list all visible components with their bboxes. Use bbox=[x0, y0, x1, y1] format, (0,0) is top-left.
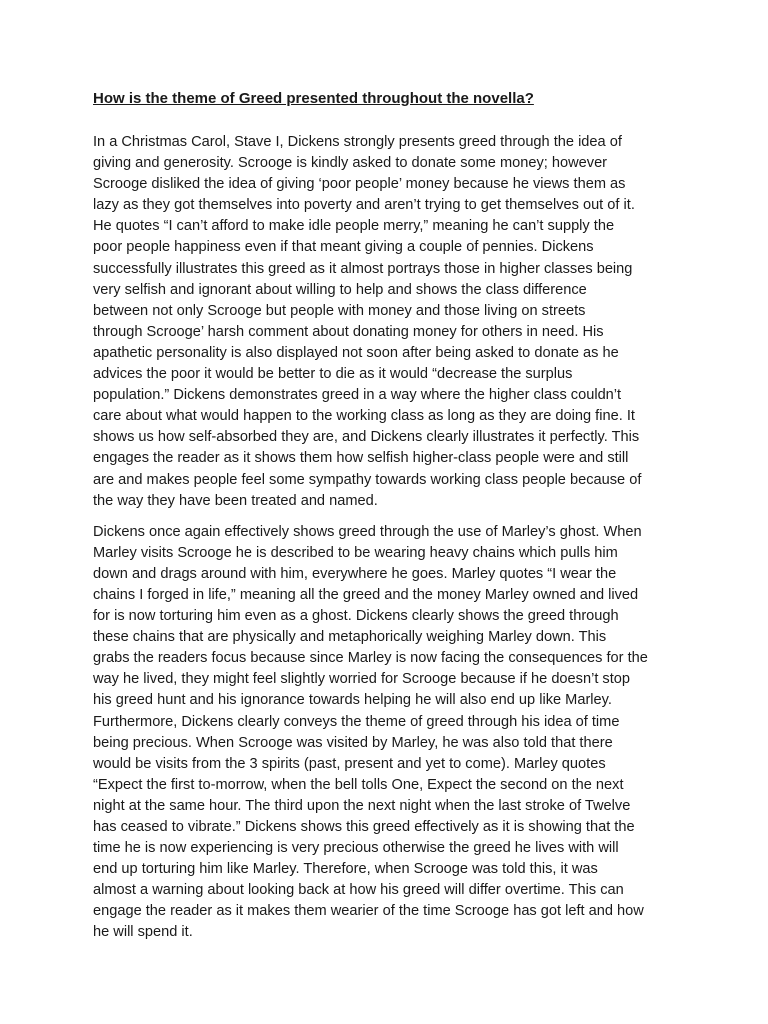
body-paragraph bbox=[93, 522, 675, 944]
paragraph-line: end up torturing him like Marley. Therefore, when Scrooge was told this, it was bbox=[93, 861, 598, 878]
paragraph-line: very selfish and ignorant about willing to help and shows the class difference bbox=[93, 281, 587, 298]
paragraph-line: the way they have been treated and named. bbox=[93, 492, 378, 509]
paragraph-line: population.” Dickens demonstrates greed in a way where the higher class couldn’t bbox=[93, 387, 622, 404]
paragraph-line: for is now torturing him even as a ghost. Dickens clearly shows the greed through bbox=[93, 608, 619, 625]
paragraph-line: being precious. When Scrooge was visited by Marley, he was also told that there bbox=[93, 734, 613, 751]
essay-heading: How is the theme of Greed presented throughout the novella? bbox=[93, 90, 534, 107]
paragraph-line: these chains that are physically and metaphorically weighing Marley down. This bbox=[93, 629, 607, 646]
paragraph-line: grabs the readers focus because since Marley is now facing the consequences for the bbox=[93, 650, 648, 667]
paragraph-line: “Expect the first to-morrow, when the bell tolls One, Expect the second on the next bbox=[93, 776, 624, 793]
paragraph-line: through Scrooge’ harsh comment about donating money for others in need. His bbox=[93, 323, 604, 340]
paragraph-line: Scrooge disliked the idea of giving ‘poor people’ money because he views them as bbox=[93, 176, 626, 193]
paragraph-line: Marley visits Scrooge he is described to be wearing heavy chains which pulls him bbox=[93, 544, 618, 561]
paragraph-line: his greed hunt and his ignorance towards helping he will also end up like Marley. bbox=[93, 692, 612, 709]
paragraph-line: apathetic personality is also displayed not soon after being asked to donate as he bbox=[93, 344, 619, 361]
paragraph-line: he will spend it. bbox=[93, 924, 193, 941]
paragraph-line: chains I forged in life,” meaning all the greed and the money Marley owned and lived bbox=[93, 586, 639, 603]
paragraph-line: almost a warning about looking back at how his greed will differ overtime. This can bbox=[93, 882, 624, 899]
paragraph-line: care about what would happen to the working class as long as they are doing fine. It bbox=[93, 408, 635, 425]
paragraph-line: lazy as they got themselves into poverty and aren’t trying to get themselves out of it. bbox=[93, 197, 635, 214]
paragraph-line: engages the reader as it shows them how selfish higher-class people were and still bbox=[93, 450, 629, 467]
paragraph-line: poor people happiness even if that meant giving a couple of pennies. Dickens bbox=[93, 239, 594, 256]
body-paragraph bbox=[93, 132, 675, 512]
paragraph-line: are and makes people feel some sympathy towards working class people because of bbox=[93, 471, 642, 488]
paragraph-line: has ceased to vibrate.” Dickens shows this greed effectively as it is showing that the bbox=[93, 819, 635, 835]
paragraph-line: down and drags around with him, everywhere he goes. Marley quotes “I wear the bbox=[93, 565, 617, 582]
paragraph-line: giving and generosity. Scrooge is kindly asked to donate some money; however bbox=[93, 155, 608, 172]
paragraph-line: engage the reader as it makes them wearier of the time Scrooge has got left and how bbox=[93, 903, 644, 920]
paragraph-line: advices the poor it would be better to die as it would “decrease the surplus bbox=[93, 366, 573, 383]
document-body bbox=[93, 88, 675, 954]
paragraph-container bbox=[93, 132, 675, 944]
paragraph-line: In a Christmas Carol, Stave I, Dickens strongly presents greed through the idea of bbox=[93, 134, 622, 150]
paragraph-line: Dickens once again effectively shows greed through the use of Marley’s ghost. When bbox=[93, 523, 642, 540]
paragraph-line: He quotes “I can’t afford to make idle people merry,” meaning he can’t supply the bbox=[93, 218, 615, 235]
paragraph-line: between not only Scrooge but people with money and those living on streets bbox=[93, 302, 586, 319]
paragraph-line: successfully illustrates this greed as it almost portrays those in higher classes being bbox=[93, 260, 633, 277]
paragraph-line: shows us how self-absorbed they are, and Dickens clearly illustrates it perfectly. This bbox=[93, 429, 640, 446]
paragraph-line: Furthermore, Dickens clearly conveys the theme of greed through his idea of time bbox=[93, 713, 620, 730]
paragraph-line: time he is now experiencing is very precious otherwise the greed he lives with will bbox=[93, 840, 619, 857]
paragraph-line: night at the same hour. The third upon the next night when the last stroke of Twelve bbox=[93, 797, 631, 814]
paragraph-line: would be visits from the 3 spirits (past, present and yet to come). Marley quotes bbox=[93, 755, 606, 772]
paragraph-line: way he lived, they might feel slightly worried for Scrooge because if he doesn’t stop bbox=[93, 671, 631, 688]
